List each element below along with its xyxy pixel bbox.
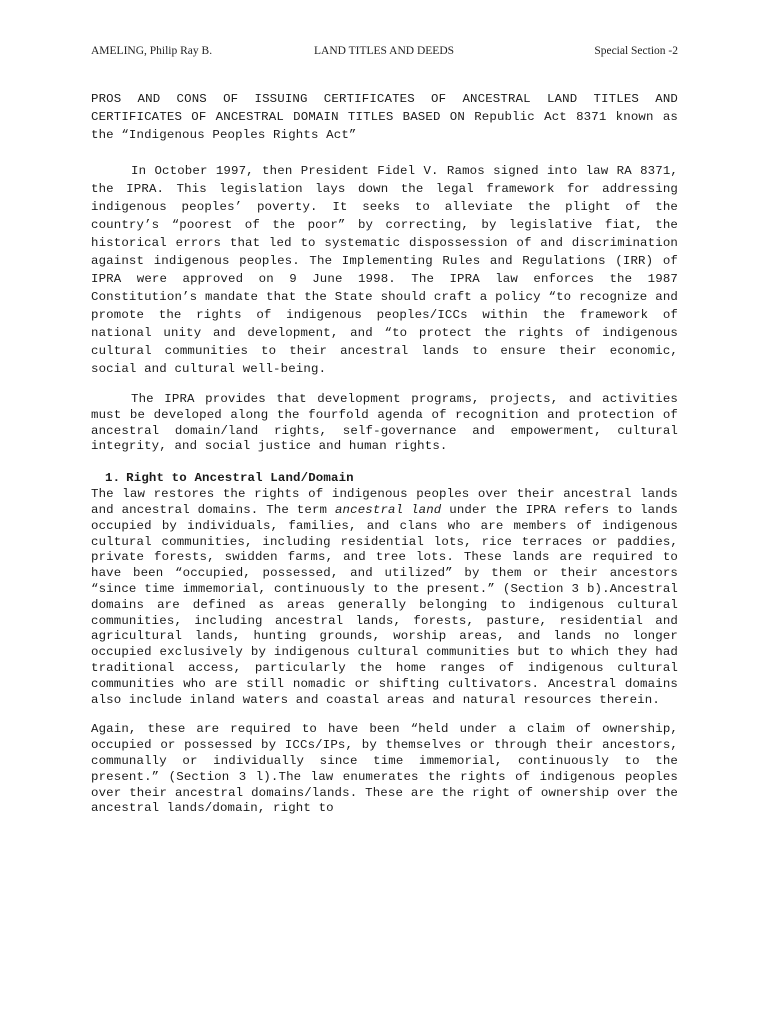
document-title: PROS AND CONS OF ISSUING CERTIFICATES OF ANCESTRAL LAND TITLES AND CERTIFICATES OF ANCESTRAL DOMAIN TITLES BASED ON Republic Act 8371 known as the “Indigenous Peoples Rights Act” <box>91 92 678 142</box>
paragraph-agenda: The IPRA provides that development programs, projects, and activities must be developed along the fourfold agenda of recognition and protection of ancestral domain/land rights, self-governance and empowerment, cultural integrity, and social justice and human rights. <box>91 392 678 454</box>
paragraph-rights-enumeration: Again, these are required to have been “held under a claim of ownership, occupied or possessed by ICCs/IPs, by themselves or through their ancestors, communally or individually since time immemorial, continuously to the present.” (Section 3 l).The law enumerates the rights of indigenous peoples over their ancestral domains/lands. These are the right of ownership over the ancestral lands/domain, right to <box>91 722 678 816</box>
paragraph-ancestral-land <box>91 487 678 708</box>
section-heading-ancestral-land <box>91 469 678 487</box>
section-number: 1. <box>105 471 121 486</box>
paragraph-ancestral-land-part-1: The law restores the rights of indigenous peoples over their ancestral lands and ancestral domains. The term <box>91 487 678 517</box>
document-body <box>91 90 678 831</box>
page-header <box>91 45 678 61</box>
header-author: AMELING, Philip Ray B. <box>91 45 213 57</box>
paragraph-ancestral-land-part-2: under the IPRA refers to lands occupied by individuals, families, and clans who are members of indigenous cultural communities, including residential lots, rice terraces or paddies, private forests, swidden farms, and tree lots. These lands are required to have been “occupied, possessed, and utilized” by them or their ancestors “since time immemorial, continuously to the present.” (Section 3 b).Ancestral domains are defined as areas generally belonging to indigenous cultural communities, including ancestral lands, forests, pasture, residential and agricultural lands, hunting grounds, worship areas, and lands no longer occupied exclusively by indigenous cultural communities but to which they had traditional access, particularly the home ranges of indigenous cultural communities who are still nomadic or shifting cultivators. Ancestral domains also include inland waters and coastal areas and natural resources therein. <box>91 502 679 707</box>
term-ancestral-land: ancestral land <box>334 502 442 517</box>
paragraph-intro: In October 1997, then President Fidel V. Ramos signed into law RA 8371, the IPRA. This legislation lays down the legal framework for addressing indigenous peoples’ poverty. It seeks to alleviate the plight of the country’s “poorest of the poor” by correcting, by legislative fiat, the historical errors that led to systematic dispossession of and discrimination against indigenous peoples. The Implementing Rules and Regulations (IRR) of IPRA were approved on 9 June 1998. The IPRA law enforces the 1987 Constitution’s mandate that the State should craft a policy “to recognize and promote the rights of indigenous peoples/ICCs within the framework of national unity and development, and “to protect the rights of indigenous cultural communities to their ancestral lands to ensure their economic, social and cultural well-being. <box>91 164 678 376</box>
header-course: LAND TITLES AND DEEDS <box>314 45 455 57</box>
header-section: Special Section -2 <box>594 45 678 57</box>
section-heading-text: Right to Ancestral Land/Domain <box>126 471 354 486</box>
